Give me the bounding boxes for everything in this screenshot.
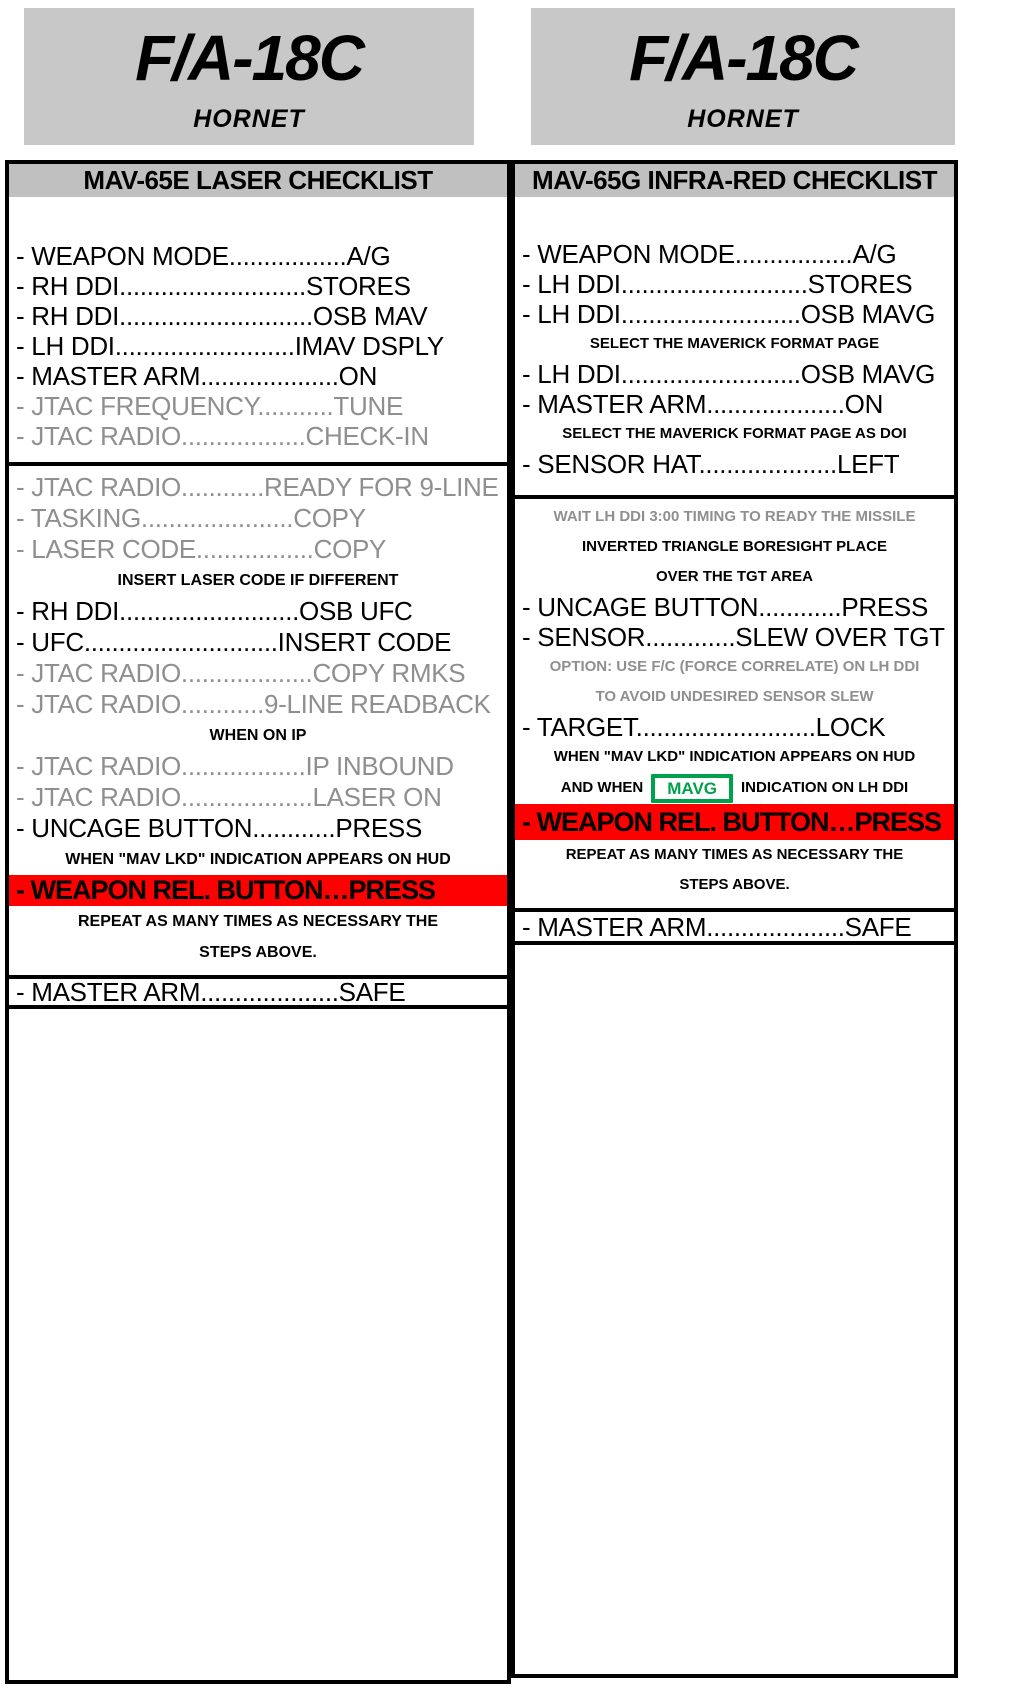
checklist-step: - JTAC RADIO............9-LINE READBACK: [16, 689, 491, 719]
checklist-note: SELECT THE MAVERICK FORMAT PAGE: [589, 335, 880, 352]
aircraft-subname: HORNET: [687, 105, 799, 133]
checklist-title: MAV-65G INFRA-RED CHECKLIST: [515, 164, 954, 197]
checklist-step: - RH DDI............................OSB MAV: [16, 301, 428, 331]
aircraft-subname: HORNET: [193, 105, 305, 133]
checklist-step: - SENSOR HAT....................LEFT: [522, 449, 900, 479]
checklist-note: OVER THE TGT AREA: [656, 568, 813, 585]
checklist-step: - MASTER ARM....................ON: [16, 361, 378, 391]
checklist-step: - MASTER ARM....................ON: [522, 389, 884, 419]
aircraft-name: F/A-18C: [629, 22, 857, 94]
checklist-note: WHEN ON IP: [209, 727, 307, 744]
checklist-section-setup: [515, 197, 954, 495]
checklist-note: INVERTED TRIANGLE BORESIGHT PLACE: [581, 538, 888, 555]
checklist-note: REPEAT AS MANY TIMES AS NECESSARY THE: [77, 913, 439, 930]
checklist-step: - LH DDI..........................IMAV DSPLY: [16, 331, 444, 361]
checklist-step: - WEAPON MODE.................A/G: [16, 241, 391, 271]
checklist-step: - WEAPON MODE.................A/G: [522, 239, 897, 269]
checklist-note: SELECT THE MAVERICK FORMAT PAGE AS DOI: [562, 425, 907, 442]
note-text: INDICATION ON LH DDI: [741, 779, 909, 796]
checklist-step: - RH DDI...........................STORES: [16, 271, 411, 301]
empty-notes-area: [9, 1009, 507, 1680]
checklist-section-safing: [9, 975, 507, 1009]
checklist-section-safing: [515, 908, 954, 945]
checklist-step: - JTAC RADIO...................COPY RMKS: [16, 658, 466, 688]
checklist-title: MAV-65E LASER CHECKLIST: [9, 164, 507, 197]
checklist-note: STEPS ABOVE.: [679, 876, 790, 893]
aircraft-title-card-right: [531, 8, 955, 145]
checklist-step: - JTAC RADIO............READY FOR 9-LINE: [16, 472, 499, 502]
checklist-note: TO AVOID UNDESIRED SENSOR SLEW: [595, 688, 874, 705]
checklist-step: - UFC............................INSERT CODE: [16, 627, 452, 657]
checklist-step: - MASTER ARM....................SAFE: [16, 977, 406, 1007]
indication-note: [515, 772, 954, 804]
checklist-note: INSERT LASER CODE IF DIFFERENT: [117, 572, 399, 589]
aircraft-title-card-left: [24, 8, 474, 145]
checklist-note: WHEN "MAV LKD" INDICATION APPEARS ON HUD: [553, 748, 916, 765]
checklist-step: - JTAC RADIO..................IP INBOUND: [16, 751, 454, 781]
checklist-section-attack: [9, 462, 507, 975]
highlighted-step: - WEAPON REL. BUTTON…PRESS: [515, 804, 954, 840]
checklist-step: - LH DDI..........................OSB MAVG: [522, 359, 936, 389]
note-text: AND WHEN: [560, 779, 644, 796]
checklist-step: - UNCAGE BUTTON............PRESS: [522, 592, 928, 622]
mav-65g-infra-red-checklist: [511, 160, 958, 1678]
highlighted-step: - WEAPON REL. BUTTON…PRESS: [9, 875, 507, 906]
checklist-step: - JTAC RADIO..................CHECK-IN: [16, 421, 429, 451]
checklist-step: - LH DDI...........................STORES: [522, 269, 913, 299]
mavg-indication-badge: MAVG: [651, 774, 733, 803]
checklist-step: - SENSOR.............SLEW OVER TGT: [522, 622, 945, 652]
checklist-step: - JTAC RADIO...................LASER ON: [16, 782, 442, 812]
checklist-step: - LH DDI..........................OSB MAVG: [522, 299, 936, 329]
checklist-step: - TARGET..........................LOCK: [522, 712, 886, 742]
checklist-step: - MASTER ARM....................SAFE: [522, 911, 912, 942]
mav-65e-laser-checklist: [5, 160, 511, 1684]
checklist-section-setup: [9, 197, 507, 462]
checklist-note: STEPS ABOVE.: [199, 944, 317, 961]
checklist-step: - LASER CODE.................COPY: [16, 534, 387, 564]
checklist-note: WAIT LH DDI 3:00 TIMING TO READY THE MISSILE: [553, 508, 916, 525]
checklist-note: WHEN "MAV LKD" INDICATION APPEARS ON HUD: [65, 851, 451, 868]
checklist-note: OPTION: USE F/C (FORCE CORRELATE) ON LH DDI: [549, 658, 920, 675]
checklist-step: - TASKING......................COPY: [16, 503, 366, 533]
aircraft-name: F/A-18C: [135, 22, 363, 94]
checklist-section-attack: [515, 495, 954, 908]
checklist-step: - RH DDI..........................OSB UFC: [16, 596, 413, 626]
checklist-step: - JTAC FREQUENCY...........TUNE: [16, 391, 403, 421]
empty-notes-area: [515, 945, 954, 1674]
checklist-step: - UNCAGE BUTTON............PRESS: [16, 813, 422, 843]
checklist-note: REPEAT AS MANY TIMES AS NECESSARY THE: [565, 846, 904, 863]
